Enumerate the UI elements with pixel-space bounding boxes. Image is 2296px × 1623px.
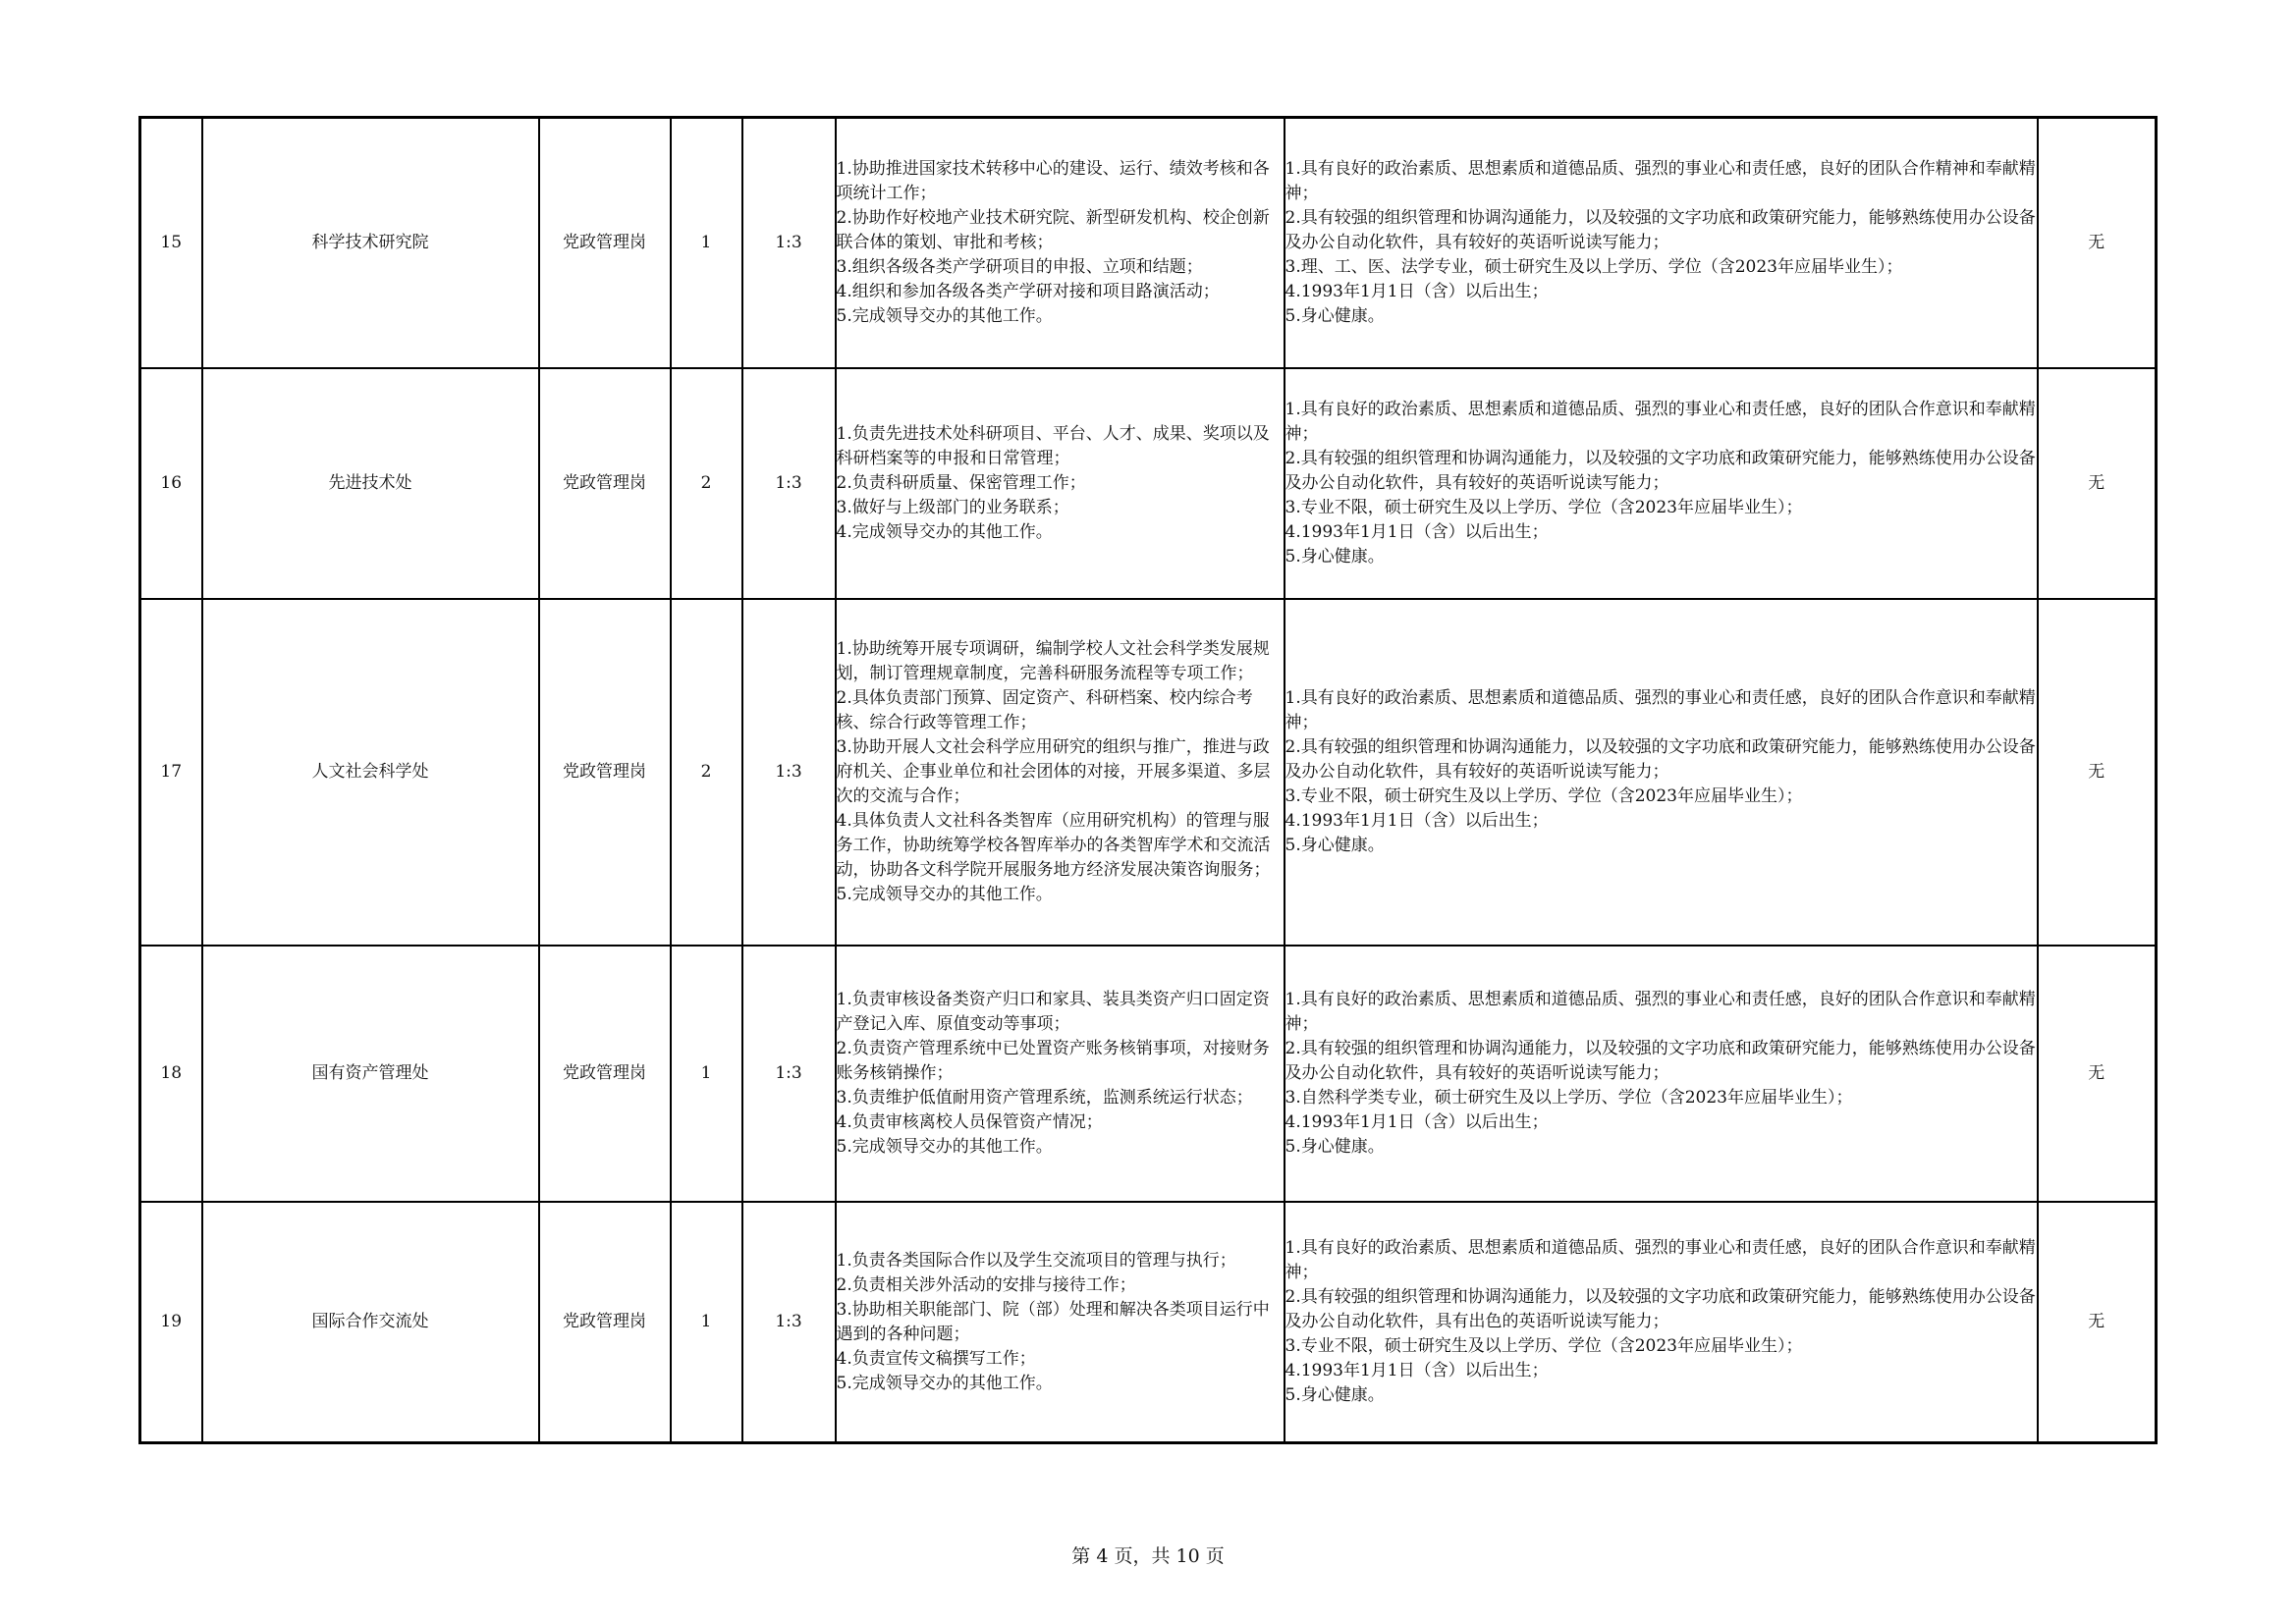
duty-line: 4.负责宣传文稿撰写工作； (836, 1348, 1036, 1369)
duty-line: 1.负责先进技术处科研项目、平台、人才、成果、奖项以及科研档案等的申报和日常管理； (836, 424, 1270, 468)
ratio: 1:3 (742, 1202, 836, 1443)
row-number: 16 (140, 368, 202, 599)
ratio: 1:3 (742, 599, 836, 946)
requirement-line: 2.具有较强的组织管理和协调沟通能力，以及较强的文字功底和政策研究能力，能够熟练使用办公设备及办公自动化软件，具有出色的英语听说读写能力； (1285, 1287, 2036, 1331)
duty-line: 3.协助相关职能部门、院（部）处理和解决各类项目运行中遇到的各种问题； (836, 1299, 1270, 1344)
post-type: 党政管理岗 (539, 368, 671, 599)
headcount: 2 (671, 368, 742, 599)
duties-cell (836, 368, 1285, 599)
requirement-line: 1.具有良好的政治素质、思想素质和道德品质、强烈的事业心和责任感，良好的团队合作意识和奉献精神； (1285, 1238, 2036, 1282)
duties-cell (836, 946, 1285, 1202)
requirement-line: 4.1993年1月1日（含）以后出生； (1285, 1112, 1549, 1132)
requirement-line: 5.身心健康。 (1285, 1385, 1385, 1405)
duty-line: 4.具体负责人文社科各类智库（应用研究机构）的管理与服务工作，协助统筹学校各智库举办的各类智库学术和交流活动，协助各文科学院开展服务地方经济发展决策咨询服务； (836, 811, 1271, 880)
department: 先进技术处 (202, 368, 539, 599)
requirement-line: 1.具有良好的政治素质、思想素质和道德品质、强烈的事业心和责任感，良好的团队合作意识和奉献精神； (1285, 400, 2036, 444)
requirement-line: 1.具有良好的政治素质、思想素质和道德品质、强烈的事业心和责任感，良好的团队合作精神和奉献精神； (1285, 159, 2036, 203)
post-type: 党政管理岗 (539, 1202, 671, 1443)
duty-line: 1.协助推进国家技术转移中心的建设、运行、绩效考核和各项统计工作； (836, 159, 1270, 203)
table-row (140, 599, 2157, 946)
post-type: 党政管理岗 (539, 118, 671, 369)
page-number-footer: 第 4 页，共 10 页 (1071, 1545, 1225, 1567)
duty-line: 1.协助统筹开展专项调研，编制学校人文社会科学类发展规划，制订管理规章制度，完善科研服务流程等专项工作； (836, 639, 1270, 683)
recruitment-table (138, 116, 2158, 1444)
duty-line: 5.完成领导交办的其他工作。 (836, 1137, 1053, 1157)
requirements-cell (1285, 599, 2038, 946)
requirement-line: 5.身心健康。 (1285, 836, 1385, 855)
duty-line: 5.完成领导交办的其他工作。 (836, 306, 1053, 326)
requirement-line: 1.具有良好的政治素质、思想素质和道德品质、强烈的事业心和责任感，良好的团队合作意识和奉献精神； (1285, 688, 2036, 732)
duty-line: 2.具体负责部门预算、固定资产、科研档案、校内综合考核、综合行政等管理工作； (836, 688, 1253, 732)
department: 科学技术研究院 (202, 118, 539, 369)
requirement-line: 2.具有较强的组织管理和协调沟通能力，以及较强的文字功底和政策研究能力，能够熟练使用办公设备及办公自动化软件，具有较好的英语听说读写能力； (1285, 449, 2036, 493)
headcount: 1 (671, 1202, 742, 1443)
requirement-line: 4.1993年1月1日（含）以后出生； (1285, 282, 1549, 301)
row-number: 17 (140, 599, 202, 946)
department: 国有资产管理处 (202, 946, 539, 1202)
requirement-line: 3.专业不限，硕士研究生及以上学历、学位（含2023年应届毕业生）； (1285, 786, 1803, 806)
table-row (140, 1202, 2157, 1443)
requirement-line: 1.具有良好的政治素质、思想素质和道德品质、强烈的事业心和责任感，良好的团队合作意识和奉献精神； (1285, 990, 2036, 1034)
ratio: 1:3 (742, 946, 836, 1202)
duty-line: 2.负责相关涉外活动的安排与接待工作； (836, 1274, 1136, 1295)
duty-line: 4.负责审核离校人员保管资产情况； (836, 1112, 1103, 1132)
duties-cell (836, 599, 1285, 946)
duty-line: 1.负责各类国际合作以及学生交流项目的管理与执行； (836, 1250, 1236, 1271)
department: 人文社会科学处 (202, 599, 539, 946)
duties-cell (836, 1202, 1285, 1443)
note: 无 (2038, 1202, 2157, 1443)
duties-cell (836, 118, 1285, 369)
post-type: 党政管理岗 (539, 946, 671, 1202)
duty-line: 1.负责审核设备类资产归口和家具、装具类资产归口固定资产登记入库、原值变动等事项； (836, 990, 1270, 1034)
note: 无 (2038, 599, 2157, 946)
duty-line: 4.组织和参加各级各类产学研对接和项目路演活动； (836, 282, 1220, 301)
requirement-line: 2.具有较强的组织管理和协调沟通能力，以及较强的文字功底和政策研究能力，能够熟练使用办公设备及办公自动化软件，具有较好的英语听说读写能力； (1285, 737, 2036, 782)
headcount: 2 (671, 599, 742, 946)
requirements-cell (1285, 118, 2038, 369)
duty-line: 3.负责维护低值耐用资产管理系统，监测系统运行状态； (836, 1088, 1253, 1108)
row-number: 19 (140, 1202, 202, 1443)
note: 无 (2038, 946, 2157, 1202)
duty-line: 2.协助作好校地产业技术研究院、新型研发机构、校企创新联合体的策划、审批和考核； (836, 208, 1270, 252)
note: 无 (2038, 118, 2157, 369)
requirement-line: 4.1993年1月1日（含）以后出生； (1285, 811, 1549, 831)
requirement-line: 2.具有较强的组织管理和协调沟通能力，以及较强的文字功底和政策研究能力，能够熟练使用办公设备及办公自动化软件，具有较好的英语听说读写能力； (1285, 208, 2036, 252)
duty-line: 2.负责科研质量、保密管理工作； (836, 473, 1086, 493)
duty-line: 5.完成领导交办的其他工作。 (836, 885, 1053, 904)
department: 国际合作交流处 (202, 1202, 539, 1443)
requirement-line: 5.身心健康。 (1285, 306, 1385, 326)
duty-line: 5.完成领导交办的其他工作。 (836, 1373, 1053, 1393)
requirements-cell (1285, 946, 2038, 1202)
row-number: 18 (140, 946, 202, 1202)
duty-line: 4.完成领导交办的其他工作。 (836, 522, 1053, 542)
requirement-line: 3.专业不限，硕士研究生及以上学历、学位（含2023年应届毕业生）； (1285, 1336, 1803, 1356)
requirement-line: 3.自然科学类专业，硕士研究生及以上学历、学位（含2023年应届毕业生）； (1285, 1088, 1853, 1108)
requirement-line: 5.身心健康。 (1285, 547, 1385, 567)
headcount: 1 (671, 118, 742, 369)
requirement-line: 2.具有较强的组织管理和协调沟通能力，以及较强的文字功底和政策研究能力，能够熟练使用办公设备及办公自动化软件，具有较好的英语听说读写能力； (1285, 1039, 2036, 1083)
requirements-cell (1285, 368, 2038, 599)
table-row (140, 946, 2157, 1202)
ratio: 1:3 (742, 118, 836, 369)
duty-line: 3.协助开展人文社会科学应用研究的组织与推广，推进与政府机关、企事业单位和社会团体的对接，开展多渠道、多层次的交流与合作； (836, 737, 1271, 806)
note: 无 (2038, 368, 2157, 599)
row-number: 15 (140, 118, 202, 369)
requirement-line: 5.身心健康。 (1285, 1137, 1385, 1157)
post-type: 党政管理岗 (539, 599, 671, 946)
duty-line: 3.做好与上级部门的业务联系； (836, 498, 1069, 517)
headcount: 1 (671, 946, 742, 1202)
requirement-line: 3.专业不限，硕士研究生及以上学历、学位（含2023年应届毕业生）； (1285, 498, 1803, 517)
ratio: 1:3 (742, 368, 836, 599)
requirement-line: 3.理、工、医、法学专业，硕士研究生及以上学历、学位（含2023年应届毕业生）； (1285, 257, 1903, 277)
table-row (140, 368, 2157, 599)
duty-line: 2.负责资产管理系统中已处置资产账务核销事项，对接财务账务核销操作； (836, 1039, 1270, 1083)
requirement-line: 4.1993年1月1日（含）以后出生； (1285, 522, 1549, 542)
requirements-cell (1285, 1202, 2038, 1443)
table-row (140, 118, 2157, 369)
duty-line: 3.组织各级各类产学研项目的申报、立项和结题； (836, 257, 1203, 277)
requirement-line: 4.1993年1月1日（含）以后出生； (1285, 1361, 1549, 1380)
